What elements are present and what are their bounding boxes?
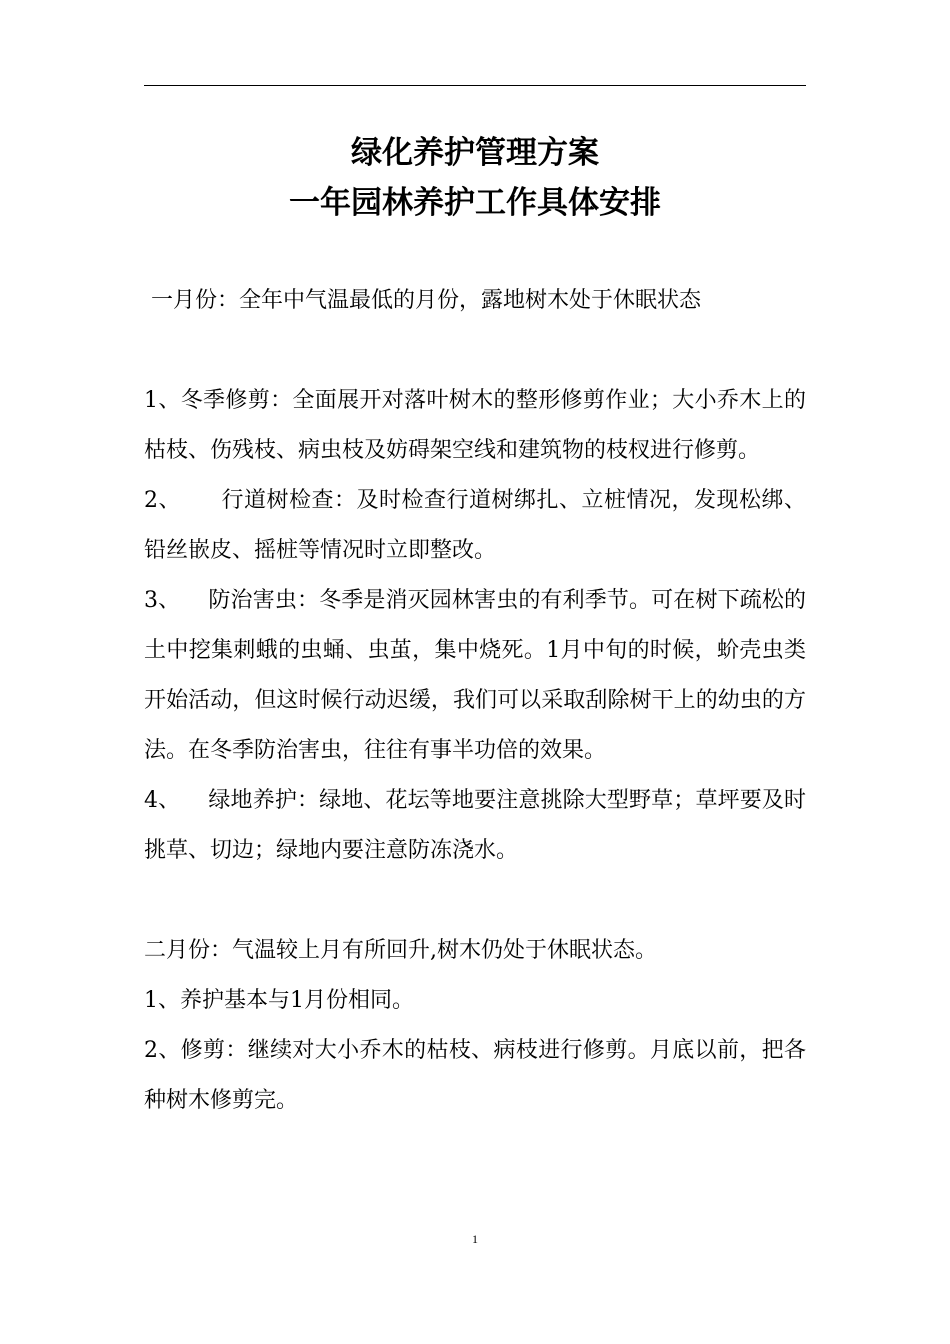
item-number: 2、 (144, 488, 181, 513)
january-item-2 (144, 476, 806, 576)
item-text: 绿地养护：绿地、花坛等地要注意挑除大型野草；草坪要及时挑草、切边；绿地内要注意防冻浇水。 (144, 788, 806, 863)
header-rule (144, 85, 806, 86)
item-number: 4、 (144, 788, 181, 813)
document-subtitle: 一年园林养护工作具体安排 (289, 185, 661, 221)
january-item-4 (144, 776, 806, 876)
title-block (144, 128, 806, 228)
item-text: 防治害虫：冬季是消灭园林害虫的有利季节。可在树下疏松的土中挖集刺蛾的虫蛹、虫茧，集中烧死。1月中旬的时候，蚧壳虫类开始活动，但这时候行动迟缓，我们可以采取刮除树干上的幼虫的方法。在冬季防治害虫，往往有事半功倍的效果。 (144, 588, 806, 763)
february-item-2: 2、修剪：继续对大小乔木的枯枝、病枝进行修剪。月底以前，把各种树木修剪完。 (144, 1038, 806, 1113)
item-text: 冬季修剪：全面展开对落叶树木的整形修剪作业；大小乔木上的枯枝、伤残枝、病虫枝及妨碍架空线和建筑物的枝杈进行修剪。 (144, 388, 806, 463)
february-item-1: 1、养护基本与1月份相同。 (144, 988, 414, 1013)
document-title: 绿化养护管理方案 (351, 135, 599, 171)
january-heading: 一月份：全年中气温最低的月份，露地树木处于休眠状态 (144, 288, 701, 313)
january-item-1 (144, 376, 806, 476)
january-item-3 (144, 576, 806, 776)
body-content (144, 276, 806, 1126)
page-number: 1 (472, 1232, 478, 1246)
item-text: 行道树检查：及时检查行道树绑扎、立桩情况，发现松绑、铅丝嵌皮、摇桩等情况时立即整改。 (144, 488, 806, 563)
item-number: 1、 (144, 388, 181, 413)
february-heading: 二月份：气温较上月有所回升,树木仍处于休眠状态。 (144, 938, 657, 963)
item-number: 3、 (144, 588, 181, 613)
